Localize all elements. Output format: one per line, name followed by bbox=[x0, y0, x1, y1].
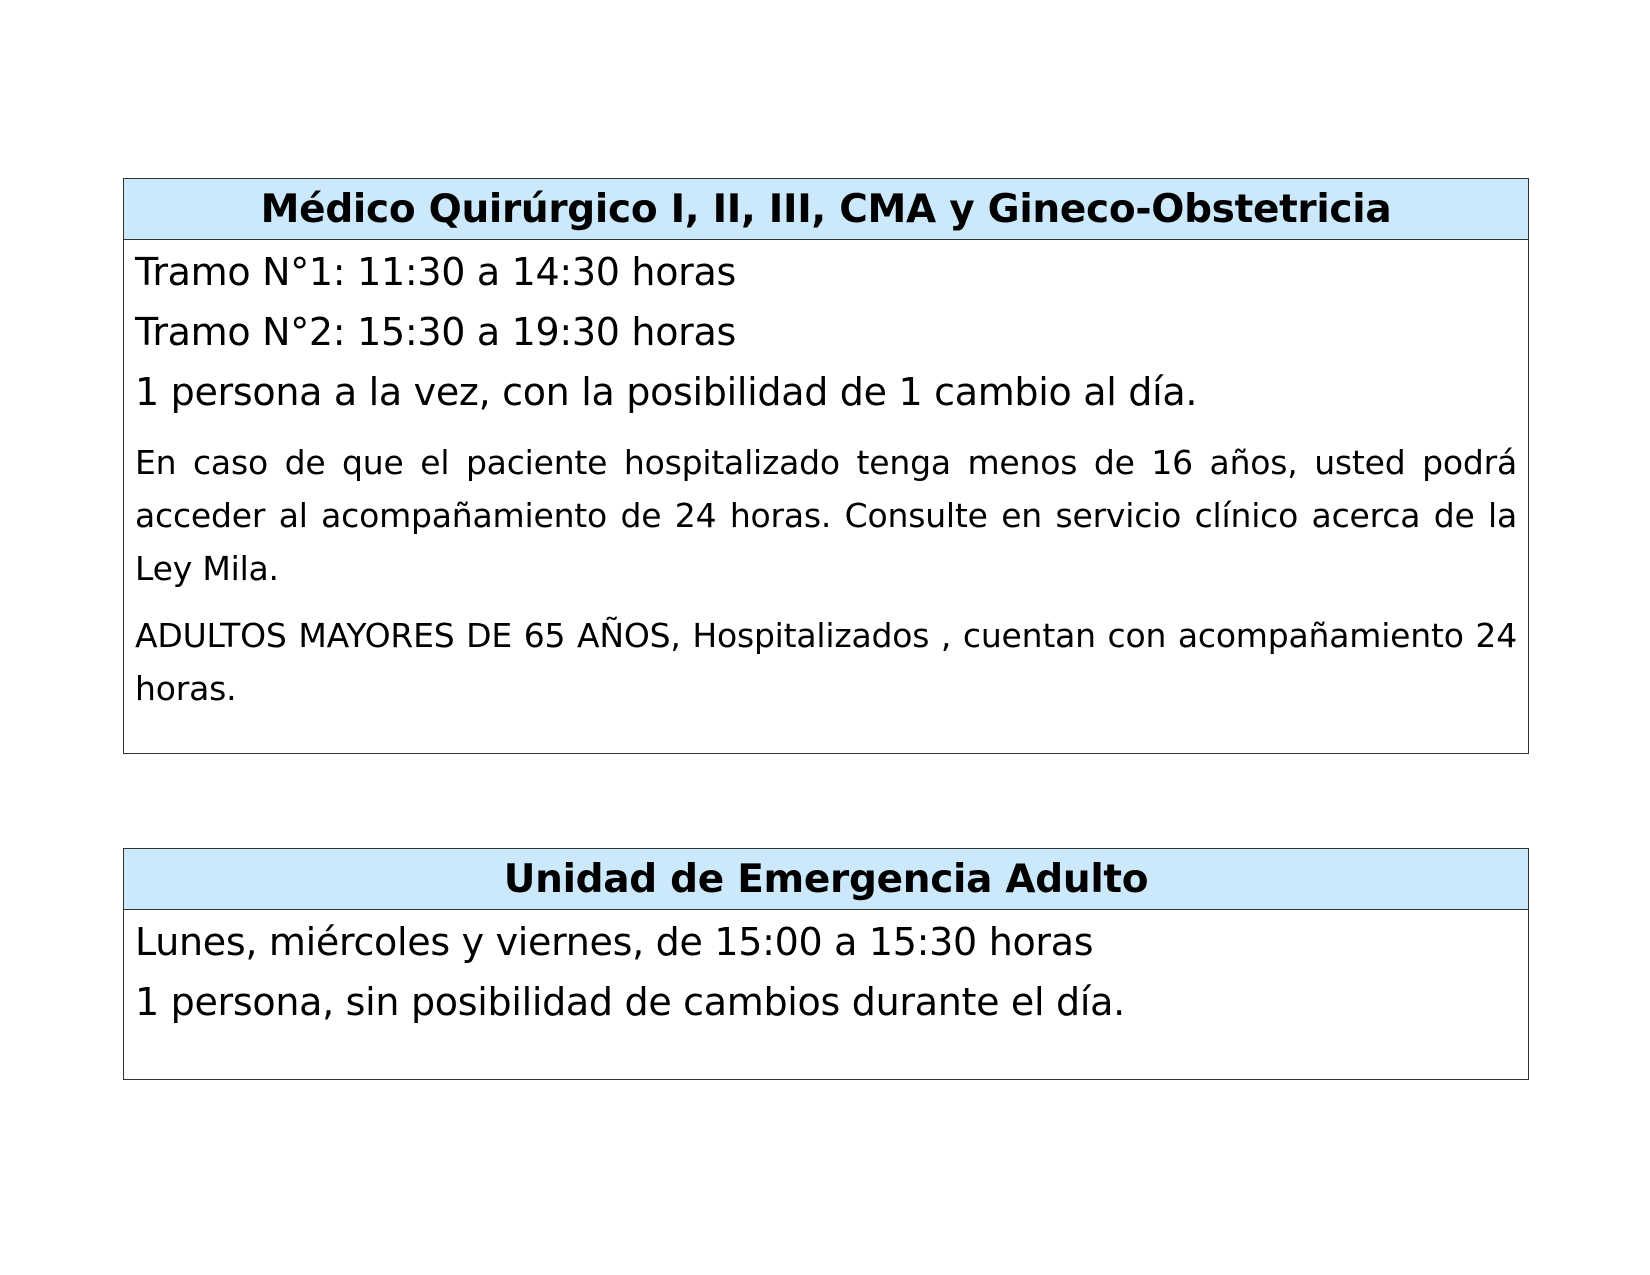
visiting-hours-table-emergencia-adulto bbox=[123, 848, 1529, 1080]
schedule-line-days: Lunes, miércoles y viernes, de 15:00 a 15:30 horas bbox=[135, 920, 1094, 964]
table-body bbox=[124, 240, 1528, 715]
schedule-line-tramo-2: Tramo N°2: 15:30 a 19:30 horas bbox=[135, 310, 736, 354]
minors-note-paragraph: En caso de que el paciente hospitalizado tenga menos de 16 años, usted podrá acceder al acompañamiento de 24 horas. Consulte en servicio clínico acerca de la Ley Mila. bbox=[135, 443, 1517, 588]
schedule-line-tramo-1: Tramo N°1: 11:30 a 14:30 horas bbox=[135, 250, 736, 294]
table-header: Médico Quirúrgico I, II, III, CMA y Gineco-Obstetricia bbox=[124, 179, 1528, 240]
visiting-hours-table-medico-quirurgico bbox=[123, 178, 1529, 754]
visitor-rule-line: 1 persona a la vez, con la posibilidad de 1 cambio al día. bbox=[135, 370, 1198, 414]
visitor-rule-line: 1 persona, sin posibilidad de cambios durante el día. bbox=[135, 980, 1125, 1024]
seniors-note-paragraph: ADULTOS MAYORES DE 65 AÑOS, Hospitalizados , cuentan con acompañamiento 24 horas. bbox=[135, 616, 1517, 708]
table-header: Unidad de Emergencia Adulto bbox=[124, 849, 1528, 910]
table-body bbox=[124, 910, 1528, 1032]
